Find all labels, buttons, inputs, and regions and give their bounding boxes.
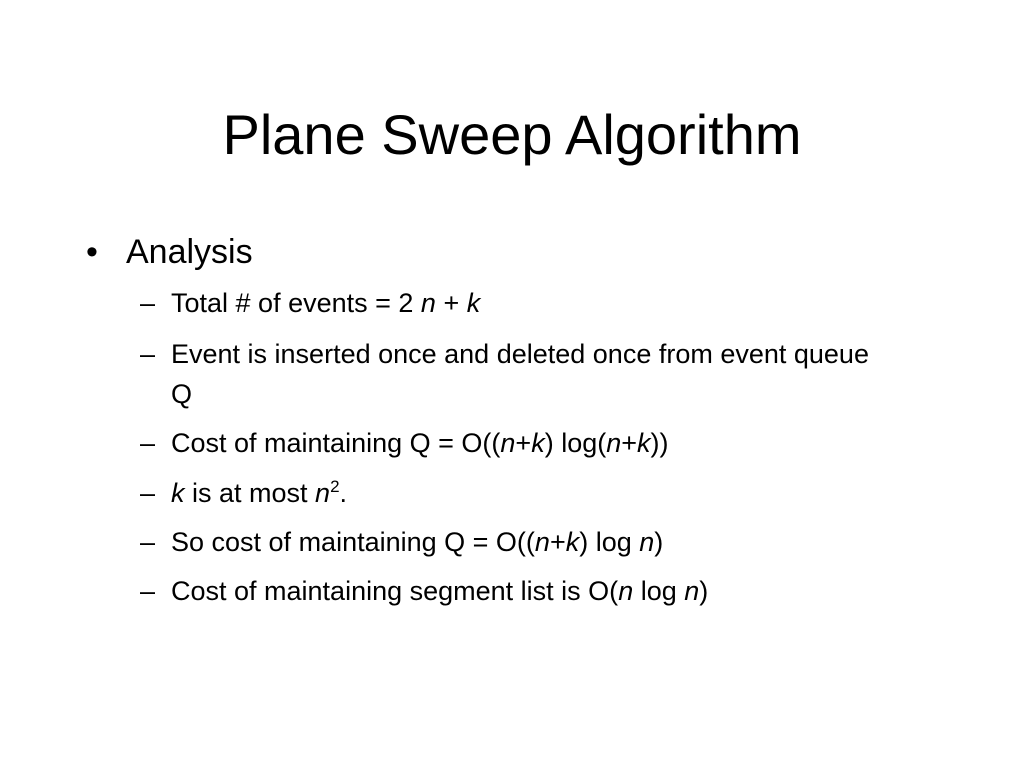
math-variable: k <box>637 428 651 458</box>
text-run: Total # of events = 2 <box>171 288 421 318</box>
math-variable: n <box>315 478 331 508</box>
dash-marker: – <box>140 527 156 557</box>
math-variable: n <box>639 527 655 557</box>
sub-bullet-item <box>140 423 891 463</box>
dash-marker: – <box>140 576 156 606</box>
sub-bullet-text <box>140 522 891 562</box>
text-run: So cost of maintaining Q = O(( <box>171 527 535 557</box>
sub-bullet-text <box>140 423 891 463</box>
text-run: )) <box>650 428 669 458</box>
text-run: ) <box>699 576 709 606</box>
math-variable: n <box>618 576 634 606</box>
math-variable: k <box>466 288 481 318</box>
dash-marker: – <box>140 428 156 458</box>
math-variable: k <box>171 478 185 508</box>
bullet-label: Analysis <box>126 233 253 271</box>
text-run: ) <box>654 527 664 557</box>
bullet-dot: • <box>86 233 98 271</box>
math-variable: n <box>606 428 622 458</box>
sub-bullet-item <box>140 522 891 562</box>
text-run: Cost of maintaining Q = O(( <box>171 428 501 458</box>
text-run: ) log <box>579 527 640 557</box>
bullet-analysis <box>86 230 253 274</box>
sub-bullet-text <box>140 334 891 414</box>
slide-title: Plane Sweep Algorithm <box>222 103 802 166</box>
text-run: Cost of maintaining segment list is O( <box>171 576 619 606</box>
text-run: + <box>515 428 532 458</box>
text-run: . <box>339 478 348 508</box>
sub-bullet-item <box>140 571 891 611</box>
text-run: ) log( <box>544 428 607 458</box>
text-run: log <box>633 576 685 606</box>
dash-marker: – <box>140 478 156 508</box>
sub-bullet-item <box>140 334 891 414</box>
math-variable: n <box>420 288 436 318</box>
dash-marker: – <box>140 288 156 318</box>
math-variable: k <box>531 428 545 458</box>
math-variable: n <box>684 576 700 606</box>
math-variable: n <box>500 428 516 458</box>
math-variable: k <box>565 527 580 557</box>
text-run: + <box>621 428 638 458</box>
superscript: 2 <box>330 477 340 496</box>
text-run: Event is inserted once and deleted once from event queue Q <box>171 339 869 409</box>
text-run: + <box>549 527 566 557</box>
math-variable: n <box>534 527 550 557</box>
text-run: is at most <box>184 478 316 508</box>
dash-marker: – <box>140 339 156 369</box>
sub-bullet-item <box>140 473 891 513</box>
sub-bullet-text <box>140 473 891 513</box>
sub-bullet-text <box>140 283 891 323</box>
sub-bullet-text <box>140 571 891 611</box>
sub-bullet-item <box>140 283 891 323</box>
text-run: + <box>435 288 467 318</box>
